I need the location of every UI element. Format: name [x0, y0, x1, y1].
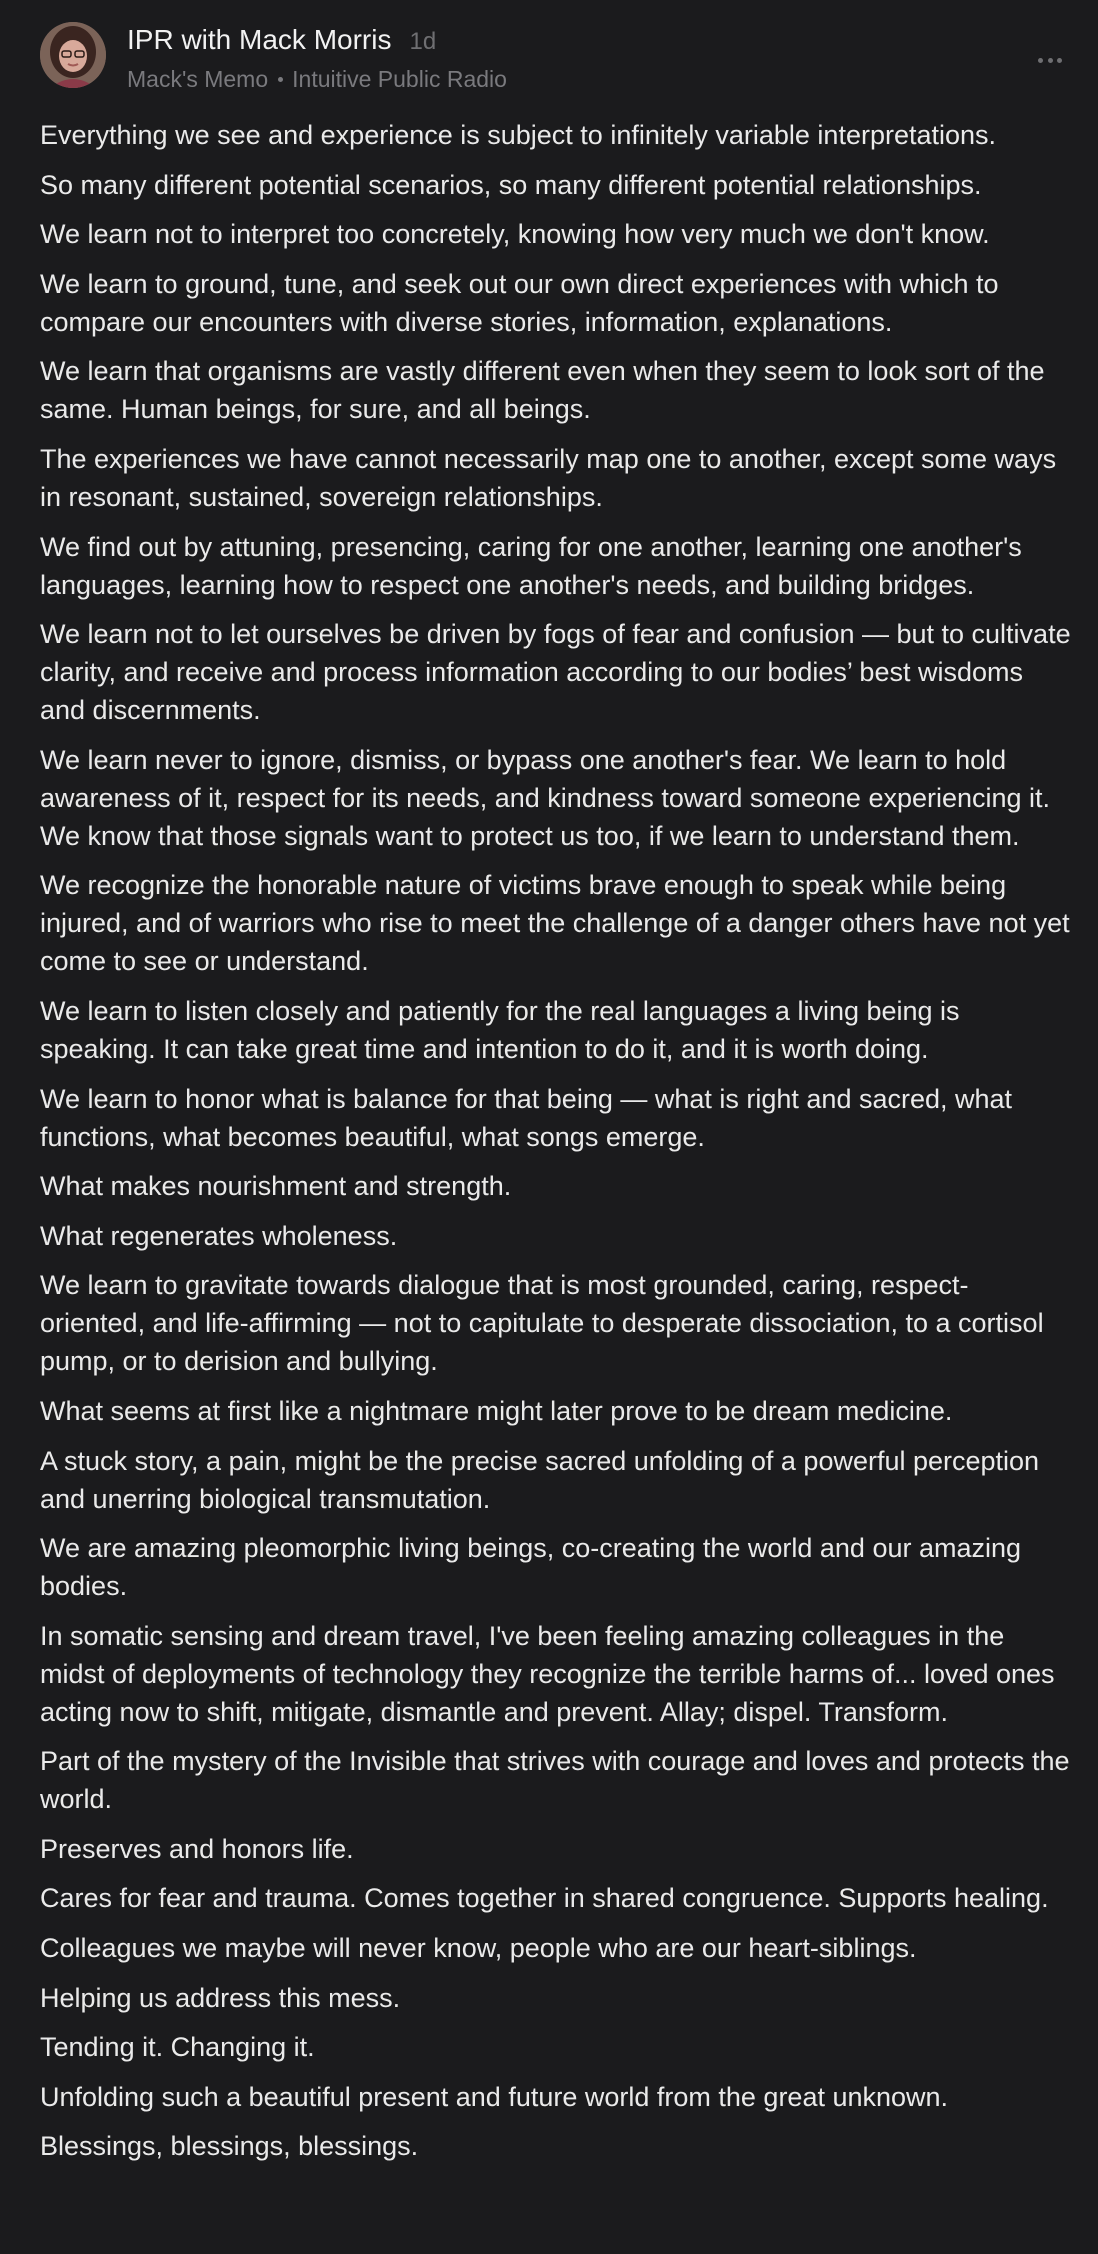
- paragraph: We recognize the honorable nature of victims brave enough to speak while being injured, and of warriors who rise to meet the challenge of a danger others have not yet come to see or understand.: [40, 870, 1070, 977]
- paragraph: We learn that organisms are vastly different even when they seem to look sort of the same. Human beings, for sure, and all beings.: [40, 356, 1045, 425]
- paragraph: In somatic sensing and dream travel, I've been feeling amazing colleagues in the midst of deployments of technology they recognize the terrible harms of... loved ones acting now to shift, mitigate, dismantle and prevent. Allay; dispel. Transform.: [40, 1620, 1055, 1727]
- paragraph: Colleagues we maybe will never know, people who are our heart-siblings.: [40, 1933, 917, 1964]
- paragraph: We learn never to ignore, dismiss, or bypass one another's fear. We learn to hold awareness of it, respect for its needs, and kindness toward someone experiencing it. We know that those signals want to protect us too, if we learn to understand them.: [40, 744, 1051, 851]
- paragraph: We learn not to let ourselves be driven by fogs of fear and confusion — but to cultivate clarity, and receive and process information according to our bodies’ best wisdoms and discernments.: [40, 619, 1071, 726]
- paragraph: We learn to ground, tune, and seek out our own direct experiences with which to compare our encounters with diverse stories, information, explanations.: [40, 268, 999, 337]
- separator-dot: [278, 77, 283, 82]
- paragraph: What regenerates wholeness.: [40, 1220, 398, 1251]
- author-name[interactable]: IPR with Mack Morris: [127, 24, 392, 55]
- paragraph: We are amazing pleomorphic living beings, co-creating the world and our amazing bodies.: [40, 1533, 1022, 1602]
- paragraph: A stuck story, a pain, might be the precise sacred unfolding of a powerful perception and unerring biological transmutation.: [40, 1445, 1040, 1514]
- paragraph: We find out by attuning, presencing, caring for one another, learning one another's languages, learning how to respect one another's needs, and building bridges.: [40, 531, 1022, 600]
- outlet-name[interactable]: Intuitive Public Radio: [292, 66, 507, 92]
- paragraph: We learn to listen closely and patiently for the real languages a living being is speaking. It can take great time and intention to do it, and it is worth doing.: [40, 995, 960, 1064]
- paragraph: What seems at first like a nightmare might later prove to be dream medicine.: [40, 1395, 953, 1426]
- paragraph: We learn to gravitate towards dialogue that is most grounded, caring, respect-oriented, and life-affirming — not to capitulate to desperate dissociation, to a cortisol pump, or to derision and bullying.: [40, 1270, 1044, 1377]
- paragraph: Helping us address this mess.: [40, 1982, 401, 2013]
- paragraph: We learn to honor what is balance for that being — what is right and sacred, what functions, what becomes beautiful, what songs emerge.: [40, 1083, 1013, 1152]
- post-header: [40, 0, 1072, 116]
- paragraph: Cares for fear and trauma. Comes together in shared congruence. Supports healing.: [40, 1883, 1049, 1914]
- paragraph: Everything we see and experience is subject to infinitely variable interpretations.: [40, 120, 997, 150]
- paragraph: Unfolding such a beautiful present and future world from the great unknown.: [40, 2081, 949, 2112]
- paragraph: We learn not to interpret too concretely, knowing how very much we don't know.: [40, 219, 990, 250]
- paragraph: Blessings, blessings, blessings.: [40, 2131, 419, 2162]
- paragraph: The experiences we have cannot necessarily map one to another, except some ways in resonant, sustained, sovereign relationships.: [40, 443, 1057, 512]
- post-age: 1d: [409, 28, 437, 55]
- paragraph: What makes nourishment and strength.: [40, 1171, 512, 1202]
- paragraph: Part of the mystery of the Invisible that strives with courage and loves and protects the world.: [40, 1746, 1070, 1815]
- post-body: [40, 116, 1072, 2165]
- paragraph: So many different potential scenarios, so many different potential relationships.: [40, 169, 982, 200]
- paragraph: Preserves and honors life.: [40, 1833, 354, 1864]
- more-options-icon[interactable]: [1032, 42, 1068, 78]
- paragraph: Tending it. Changing it.: [40, 2032, 315, 2063]
- publication-name[interactable]: Mack's Memo: [127, 66, 269, 92]
- avatar-image: [40, 22, 106, 88]
- post-meta: [127, 24, 507, 93]
- author-avatar[interactable]: [40, 22, 106, 88]
